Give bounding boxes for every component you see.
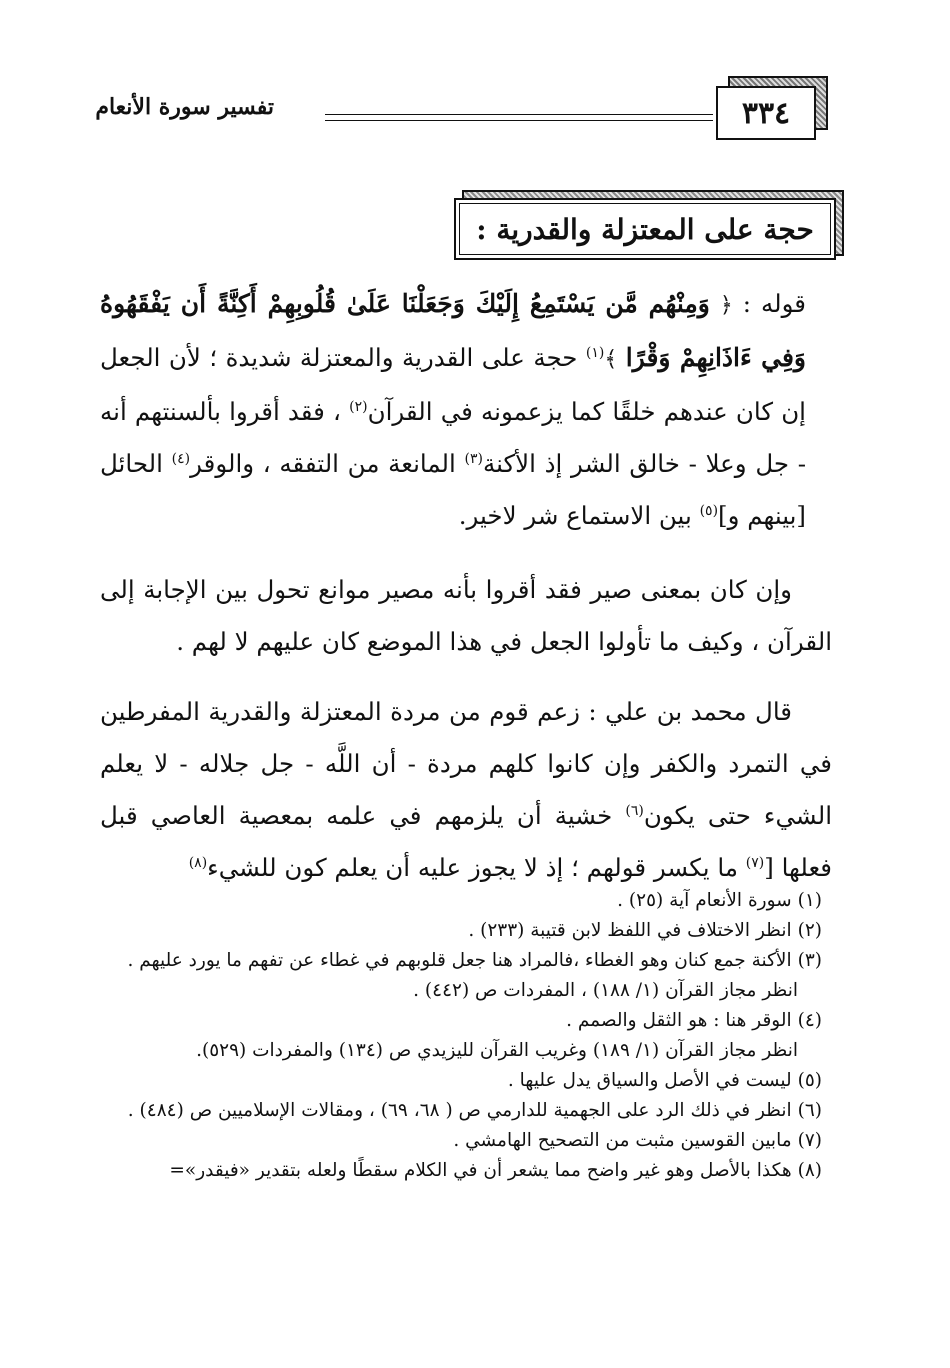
footnote-4-source (82, 1036, 822, 1066)
paragraph-3 (100, 686, 832, 894)
footnote-number: (١) (797, 890, 822, 911)
footnote-ref-7[interactable]: (٧) (745, 854, 765, 871)
footnote-5 (82, 1066, 822, 1096)
footnotes (82, 886, 822, 1186)
footnote-4 (82, 1006, 822, 1036)
header-rule (325, 120, 713, 121)
p1-intro: قوله : (742, 289, 806, 318)
p3-text-2: خشية أن يلزمهم في علمه بمعصية العاصي قبل فعلها [ (100, 801, 832, 882)
footnote-3 (82, 946, 822, 976)
footnote-ref-2[interactable]: (٢) (349, 398, 368, 415)
footnote-6 (82, 1096, 822, 1126)
section-title: حجة على المعتزلة والقدرية : (454, 198, 836, 260)
p1-text-2: ، فقد أقروا بألسنتهم أنه - جل وعلا - خالق الشر إذ الأكنة (100, 397, 806, 478)
footnote-3-source (82, 976, 822, 1006)
footnote-ref-8[interactable]: (٨) (188, 854, 208, 871)
footnote-number: (٢) (797, 920, 822, 941)
footnote-ref-5[interactable]: (٥) (699, 502, 719, 519)
p1-text-5: بين الاستماع شر لاخير. (458, 501, 692, 530)
footnote-text: انظر في ذلك الرد على الجهمية للدارمي ص ( ٦٨، ٦٩) ، ومقالات الإسلاميين ص (٤٨٤) . (127, 1100, 792, 1121)
body-text (100, 278, 832, 916)
header-rule (325, 114, 713, 115)
footnote-number: (٧) (797, 1130, 822, 1151)
footnote-text: الأكنة جمع كنان وهو الغطاء ،فالمراد هنا جعل قلوبهم في غطاء عن تفهم ما يورد عليهم . (127, 950, 792, 971)
footnote-text: سورة الأنعام آية (٢٥) . (617, 890, 792, 911)
footnote-number: (٣) (797, 950, 822, 971)
footnote-ref-4[interactable]: (٤) (171, 450, 191, 467)
footnote-text: مابين القوسين مثبت من التصحيح الهامشي . (453, 1130, 792, 1151)
footnote-ref-1[interactable]: (١) (585, 344, 605, 361)
footnote-ref-3[interactable]: (٣) (464, 450, 483, 467)
p3-text-1: قال محمد بن علي : زعم قوم من مردة المعتزلة والقدرية المفرطين في التمرد والكفر وإن كانوا كلهم مردة - أن اللَّه - جل جلاله - لا يعلم الشيء حتى يكون (100, 697, 832, 830)
footnote-number: (٦) (797, 1100, 822, 1121)
footnote-8 (82, 1156, 822, 1186)
footnote-number: (٥) (797, 1070, 822, 1091)
footnote-text: ليست في الأصل والسياق يدل عليها . (507, 1070, 792, 1091)
footnote-1 (82, 886, 822, 916)
p3-text-3: ما يكسر قولهم ؛ إذ لا يجوز عليه أن يعلم كون للشيء (207, 853, 738, 882)
running-title: تفسير سورة الأنعام (95, 94, 274, 120)
paragraph-1 (100, 278, 832, 542)
footnote-ref-6[interactable]: (٦) (625, 802, 644, 819)
footnote-number: (٤) (797, 1010, 822, 1031)
footnote-text: الوقر هنا : هو الثقل والصمم . (566, 1010, 792, 1031)
p1-text-4: الحائل [بينهم و] (100, 449, 806, 530)
footnote-7 (82, 1126, 822, 1156)
p1-text-3: المانعة من التفقه ، والوقر (190, 449, 456, 478)
footnote-2 (82, 916, 822, 946)
quran-verse: وَمِنْهُم مَّن يَسْتَمِعُ إِلَيْكَ وَجَعَلْنَا عَلَىٰ قُلُوبِهِمْ أَكِنَّةً أَن يَفْقَهُوهُ وَفِي ءَاذَانِهِمْ وَقْرًا (100, 289, 806, 372)
ornate-bracket-open: ﴿ (719, 293, 733, 318)
ornate-bracket-close: ﴾ (604, 347, 618, 372)
footnote-text: انظر مجاز القرآن (١/ ١٨٩) وغريب القرآن لليزيدي ص (١٣٤) والمفردات (٥٢٩). (196, 1040, 798, 1061)
p1-text-1: حجة على القدرية والمعتزلة شديدة ؛ لأن الجعل إن كان عندهم خلقًا كما يزعمونه في القرآن (100, 343, 806, 426)
footnote-text: انظر مجاز القرآن (١/ ١٨٨) ، المفردات ص (٤٤٢) . (413, 980, 798, 1001)
footnote-text: انظر الاختلاف في اللفظ لابن قتيبة (٢٣٣) . (468, 920, 792, 941)
page-number: ٣٣٤ (716, 86, 816, 140)
paragraph-2: وإن كان بمعنى صير فقد أقروا بأنه مصير موانع تحول بين الإجابة إلى القرآن ، وكيف ما تأولوا الجعل في هذا الموضع كان عليهم لا لهم . (100, 575, 832, 656)
footnote-number: (٨) (797, 1160, 822, 1181)
footnote-text: هكذا بالأصل وهو غير واضح مما يشعر أن في الكلام سقطًا ولعله بتقدير «فيقدر»= (169, 1160, 792, 1181)
